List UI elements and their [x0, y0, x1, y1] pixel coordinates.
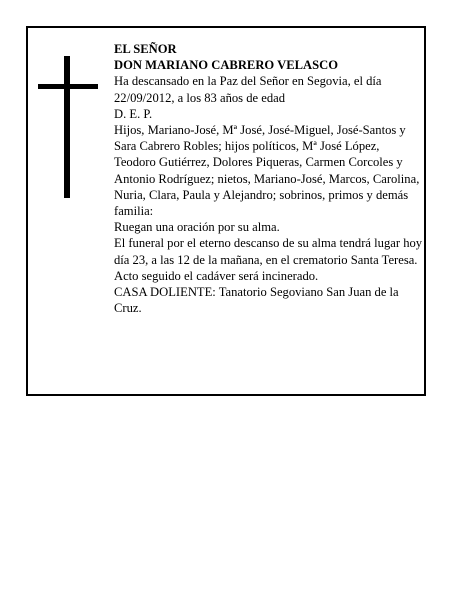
cross-horizontal-bar	[38, 84, 98, 89]
death-info: Ha descansado en la Paz del Señor en Segovia, el día 22/09/2012, a los 83 años de edad	[114, 74, 382, 105]
cross-vertical-bar	[64, 56, 70, 198]
obituary-notice	[26, 26, 426, 396]
family-list: Hijos, Mariano-José, Mª José, José-Miguel, José-Santos y Sara Cabrero Robles; hijos políticos, Mª José López, Teodoro Gutiérrez, Dolores Piqueras, Carmen Corcoles y Antonio Rodríguez; nietos, Mariano-José, Marcos, Carolina, Nuria, Clara, Paula y Alejandro; sobrinos, primos y demás familia:	[114, 123, 420, 219]
notice-text-block	[114, 41, 424, 316]
casa-doliente: CASA DOLIENTE: Tanatorio Segoviano San Juan de la Cruz.	[114, 285, 399, 316]
deceased-name: DON MARIANO CABRERO VELASCO	[114, 58, 339, 73]
funeral-info: El funeral por el eterno descanso de su alma tendrá lugar hoy día 23, a las 12 de la mañana, en el crematorio Santa Teresa. Acto seguido el cadáver será incinerado.	[114, 236, 423, 283]
rip-text: D. E. P.	[114, 106, 153, 121]
cross-icon	[38, 56, 98, 198]
title-honorific: EL SEÑOR	[114, 42, 177, 56]
prayer-request: Ruegan una oración por su alma.	[114, 220, 280, 235]
